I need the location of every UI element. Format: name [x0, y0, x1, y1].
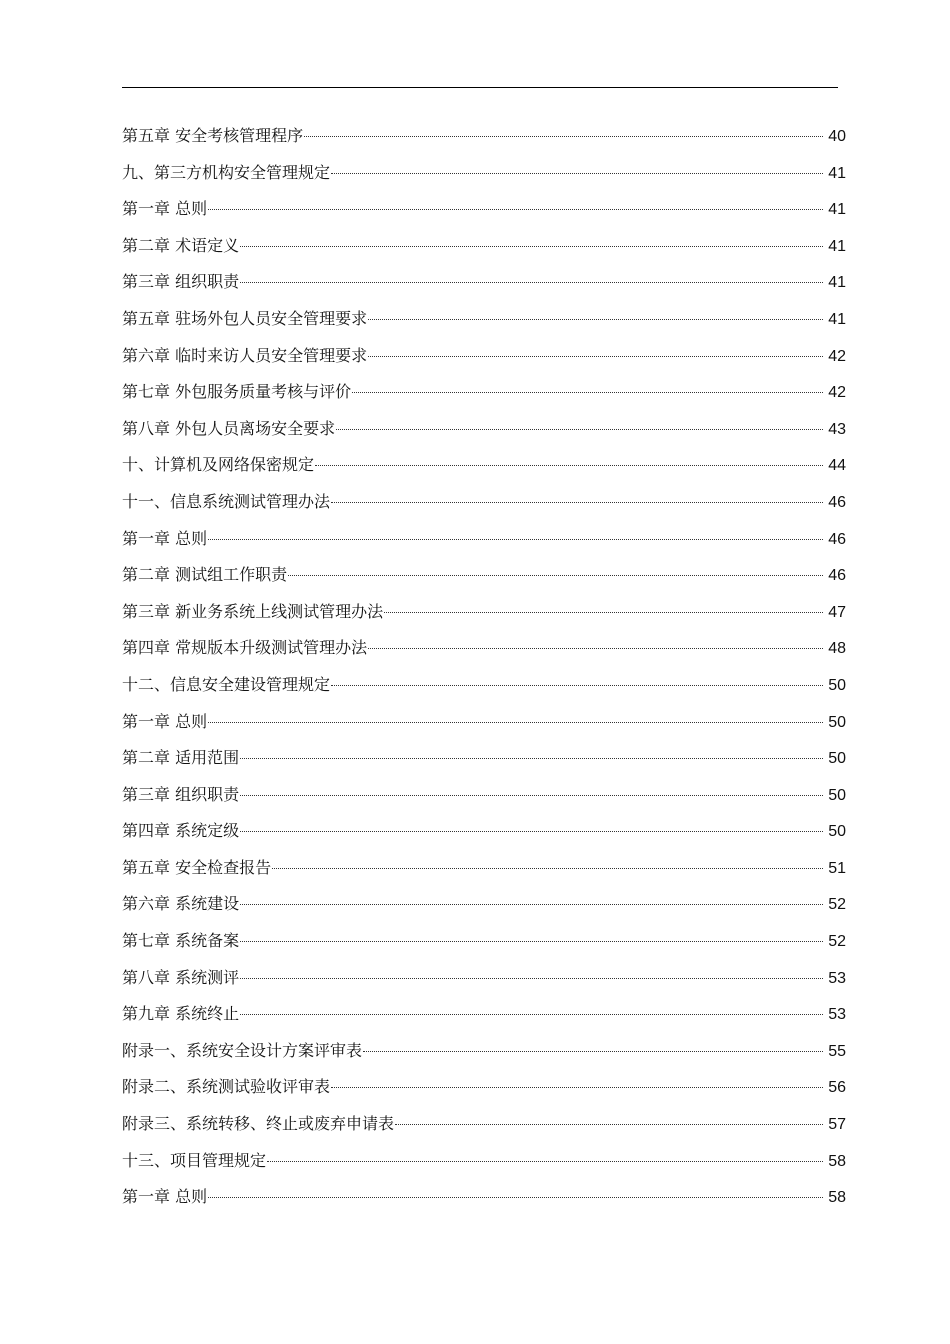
toc-entry-title: 第九章 系统终止 [122, 1004, 240, 1024]
toc-entry-title: 第一章 总则 [122, 199, 208, 219]
toc-entry-title: 十一、信息系统测试管理办法 [122, 491, 331, 511]
toc-entry[interactable] [122, 521, 846, 558]
toc-entry-title: 第三章 组织职责 [122, 784, 240, 804]
toc-entry-title: 第三章 新业务系统上线测试管理办法 [122, 601, 384, 621]
toc-entry[interactable] [122, 484, 846, 521]
toc-dot-leader [208, 722, 823, 723]
toc-entry-page: 41 [828, 164, 846, 182]
toc-dot-leader [336, 429, 823, 430]
toc-entry[interactable] [122, 338, 846, 375]
toc-dot-leader [267, 1161, 823, 1162]
toc-entry-title: 第三章 组织职责 [122, 272, 240, 292]
toc-entry[interactable] [122, 667, 846, 704]
toc-entry[interactable] [122, 923, 846, 960]
toc-entry-title: 第二章 术语定义 [122, 235, 240, 255]
toc-entry-page: 46 [828, 567, 846, 585]
toc-entry-page: 50 [828, 676, 846, 694]
toc-entry-title: 第五章 安全考核管理程序 [122, 126, 304, 145]
toc-entry-page: 42 [828, 347, 846, 365]
toc-entry-title: 第二章 适用范围 [122, 748, 240, 768]
toc-dot-leader [272, 868, 823, 869]
toc-entry[interactable] [122, 996, 846, 1033]
toc-dot-leader [240, 1014, 823, 1015]
toc-entry-page: 58 [828, 1152, 846, 1170]
toc-entry[interactable] [122, 1143, 846, 1180]
toc-entry-page: 41 [828, 310, 846, 328]
toc-entry[interactable] [122, 155, 846, 192]
toc-dot-leader [240, 758, 823, 759]
toc-dot-leader [331, 1087, 823, 1088]
toc-dot-leader [331, 502, 823, 503]
toc-entry-page: 57 [828, 1116, 846, 1134]
toc-entry-page: 41 [828, 237, 846, 255]
toc-entry[interactable] [122, 1069, 846, 1106]
toc-entry[interactable] [122, 374, 846, 411]
toc-entry[interactable] [122, 1106, 846, 1143]
toc-entry-page: 41 [828, 274, 846, 292]
toc-entry[interactable] [122, 740, 846, 777]
toc-dot-leader [304, 136, 823, 137]
toc-entry-title: 第一章 总则 [122, 711, 208, 731]
toc-entry-page: 41 [828, 201, 846, 219]
toc-entry[interactable] [122, 630, 846, 667]
toc-entry[interactable] [122, 960, 846, 997]
toc-entry-page: 52 [828, 896, 846, 914]
toc-entry-page: 44 [828, 457, 846, 475]
toc-entry[interactable] [122, 594, 846, 631]
toc-entry-page: 46 [828, 493, 846, 511]
toc-entry-page: 53 [828, 1006, 846, 1024]
toc-dot-leader [240, 904, 823, 905]
toc-dot-leader [384, 612, 823, 613]
toc-entry-page: 48 [828, 640, 846, 658]
toc-dot-leader [395, 1124, 823, 1125]
toc-entry-title: 第八章 系统测评 [122, 967, 240, 987]
toc-entry-title: 第五章 安全检查报告 [122, 857, 272, 877]
toc-entry-page: 51 [828, 859, 846, 877]
toc-entry[interactable] [122, 886, 846, 923]
toc-entry-title: 附录一、系统安全设计方案评审表 [122, 1040, 363, 1060]
toc-entry[interactable] [122, 264, 846, 301]
toc-entry[interactable] [122, 411, 846, 448]
toc-dot-leader [368, 648, 823, 649]
toc-entry-page: 46 [828, 530, 846, 548]
toc-dot-leader [208, 539, 823, 540]
toc-entry-page: 47 [828, 603, 846, 621]
toc-entry[interactable] [122, 191, 846, 228]
toc-entry-title: 第八章 外包人员离场安全要求 [122, 418, 336, 438]
toc-entry-page: 50 [828, 786, 846, 804]
toc-entry-page: 43 [828, 420, 846, 438]
toc-dot-leader [208, 209, 823, 210]
toc-entry[interactable] [122, 228, 846, 265]
toc-entry-title: 十二、信息安全建设管理规定 [122, 674, 331, 694]
toc-entry[interactable] [122, 813, 846, 850]
toc-entry-title: 第六章 系统建设 [122, 894, 240, 914]
toc-entry-title: 十三、项目管理规定 [122, 1150, 267, 1170]
toc-dot-leader [315, 465, 823, 466]
toc-dot-leader [352, 392, 823, 393]
header-rule [122, 87, 838, 88]
toc-entry-page: 58 [828, 1189, 846, 1207]
toc-dot-leader [208, 1197, 823, 1198]
toc-entry-title: 附录三、系统转移、终止或废弃申请表 [122, 1114, 395, 1134]
toc-dot-leader [368, 356, 823, 357]
toc-entry[interactable] [122, 777, 846, 814]
toc-dot-leader [240, 282, 823, 283]
toc-dot-leader [240, 978, 823, 979]
toc-entry-title: 第四章 系统定级 [122, 821, 240, 841]
toc-dot-leader [240, 246, 823, 247]
toc-entry[interactable] [122, 1179, 846, 1216]
toc-dot-leader [331, 685, 823, 686]
toc-entry-page: 50 [828, 823, 846, 841]
toc-entry-title: 第一章 总则 [122, 1187, 208, 1207]
toc-dot-leader [288, 575, 823, 576]
toc-entry-page: 50 [828, 713, 846, 731]
toc-entry[interactable] [122, 704, 846, 741]
toc-entry-title: 第七章 外包服务质量考核与评价 [122, 382, 352, 402]
toc-entry-title: 十、计算机及网络保密规定 [122, 455, 315, 475]
toc-dot-leader [368, 319, 823, 320]
toc-entry[interactable] [122, 118, 846, 155]
toc-entry[interactable] [122, 850, 846, 887]
toc-entry-page: 52 [828, 933, 846, 951]
toc-dot-leader [240, 795, 823, 796]
toc-dot-leader [331, 173, 823, 174]
toc-entry[interactable] [122, 447, 846, 484]
toc-entry[interactable] [122, 301, 846, 338]
toc-entry-title: 九、第三方机构安全管理规定 [122, 162, 331, 182]
toc-dot-leader [363, 1051, 823, 1052]
toc-entry-title: 附录二、系统测试验收评审表 [122, 1077, 331, 1097]
toc-entry-page: 55 [828, 1042, 846, 1060]
toc-entry-title: 第六章 临时来访人员安全管理要求 [122, 345, 368, 365]
toc-entry-page: 50 [828, 750, 846, 768]
toc-entry-title: 第二章 测试组工作职责 [122, 565, 288, 585]
toc-entry[interactable] [122, 1033, 846, 1070]
table-of-contents [122, 118, 846, 1216]
toc-entry-page: 40 [828, 128, 846, 145]
toc-entry-title: 第四章 常规版本升级测试管理办法 [122, 638, 368, 658]
toc-entry-title: 第七章 系统备案 [122, 931, 240, 951]
toc-entry-page: 56 [828, 1079, 846, 1097]
toc-entry-title: 第五章 驻场外包人员安全管理要求 [122, 308, 368, 328]
toc-entry-title: 第一章 总则 [122, 528, 208, 548]
toc-entry-page: 42 [828, 384, 846, 402]
toc-entry[interactable] [122, 557, 846, 594]
toc-dot-leader [240, 941, 823, 942]
toc-dot-leader [240, 831, 823, 832]
toc-entry-page: 53 [828, 969, 846, 987]
